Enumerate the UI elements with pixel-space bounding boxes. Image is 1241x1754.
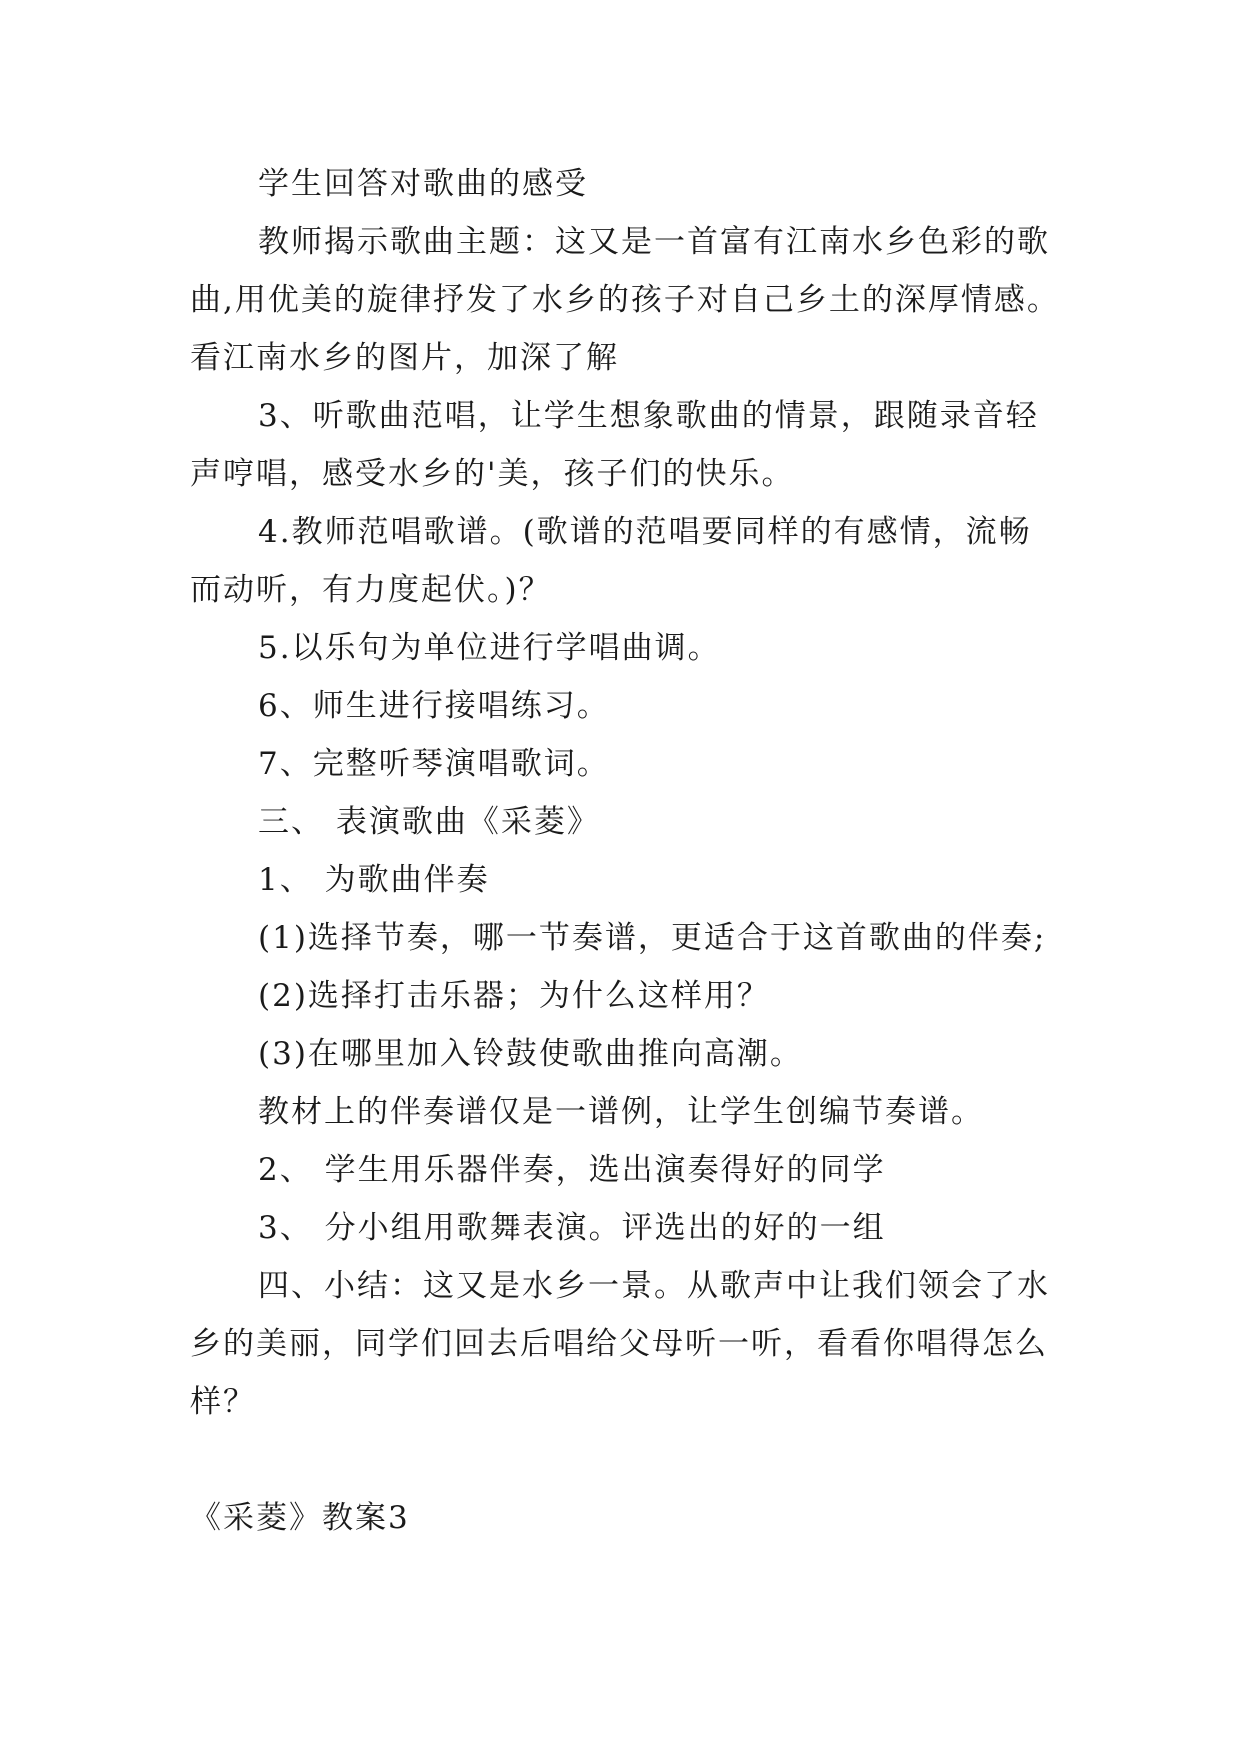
paragraph-line: 样？ xyxy=(190,1384,256,1420)
paragraph-line: 1、 为歌曲伴奏 xyxy=(258,862,490,898)
paragraph-line: 乡的美丽，同学们回去后唱给父母听一听，看看你唱得怎么 xyxy=(190,1326,1048,1362)
paragraph-line: 3、 分小组用歌舞表演。评选出的好的一组 xyxy=(258,1210,886,1246)
paragraph-line: 4.教师范唱歌谱。(歌谱的范唱要同样的有感情，流畅 xyxy=(258,514,1032,550)
paragraph-line: 教材上的伴奏谱仅是一谱例，让学生创编节奏谱。 xyxy=(258,1094,984,1130)
paragraph-line: 3、听歌曲范唱，让学生想象歌曲的情景，跟随录音轻 xyxy=(258,398,1039,434)
paragraph-line: 6、师生进行接唱练习。 xyxy=(258,688,610,724)
paragraph-line: (2)选择打击乐器；为什么这样用？ xyxy=(258,978,770,1014)
paragraph-line: 学生回答对歌曲的感受 xyxy=(258,166,588,202)
paragraph-line: 7、完整听琴演唱歌词。 xyxy=(258,746,610,782)
section-heading: 四、小结：这又是水乡一景。从歌声中让我们领会了水 xyxy=(258,1268,1050,1304)
paragraph-line: 曲,用优美的旋律抒发了水乡的孩子对自己乡土的深厚情感。 xyxy=(190,282,1060,318)
paragraph-line: (3)在哪里加入铃鼓使歌曲推向高潮。 xyxy=(258,1036,803,1072)
paragraph-line: 5.以乐句为单位进行学唱曲调。 xyxy=(258,630,721,666)
document-title: 《采菱》教案3 xyxy=(190,1500,410,1536)
paragraph-line: 教师揭示歌曲主题：这又是一首富有江南水乡色彩的歌 xyxy=(258,224,1050,260)
paragraph-line: 看江南水乡的图片，加深了解 xyxy=(190,340,619,376)
paragraph-line: 声哼唱，感受水乡的'美，孩子们的快乐。 xyxy=(190,456,795,492)
section-heading: 三、 表演歌曲《采菱》 xyxy=(258,804,600,840)
paragraph-line: (1)选择节奏，哪一节奏谱，更适合于这首歌曲的伴奏; xyxy=(258,920,1047,956)
paragraph-line: 2、 学生用乐器伴奏，选出演奏得好的同学 xyxy=(258,1152,886,1188)
paragraph-line: 而动听，有力度起伏。)？ xyxy=(190,572,552,608)
